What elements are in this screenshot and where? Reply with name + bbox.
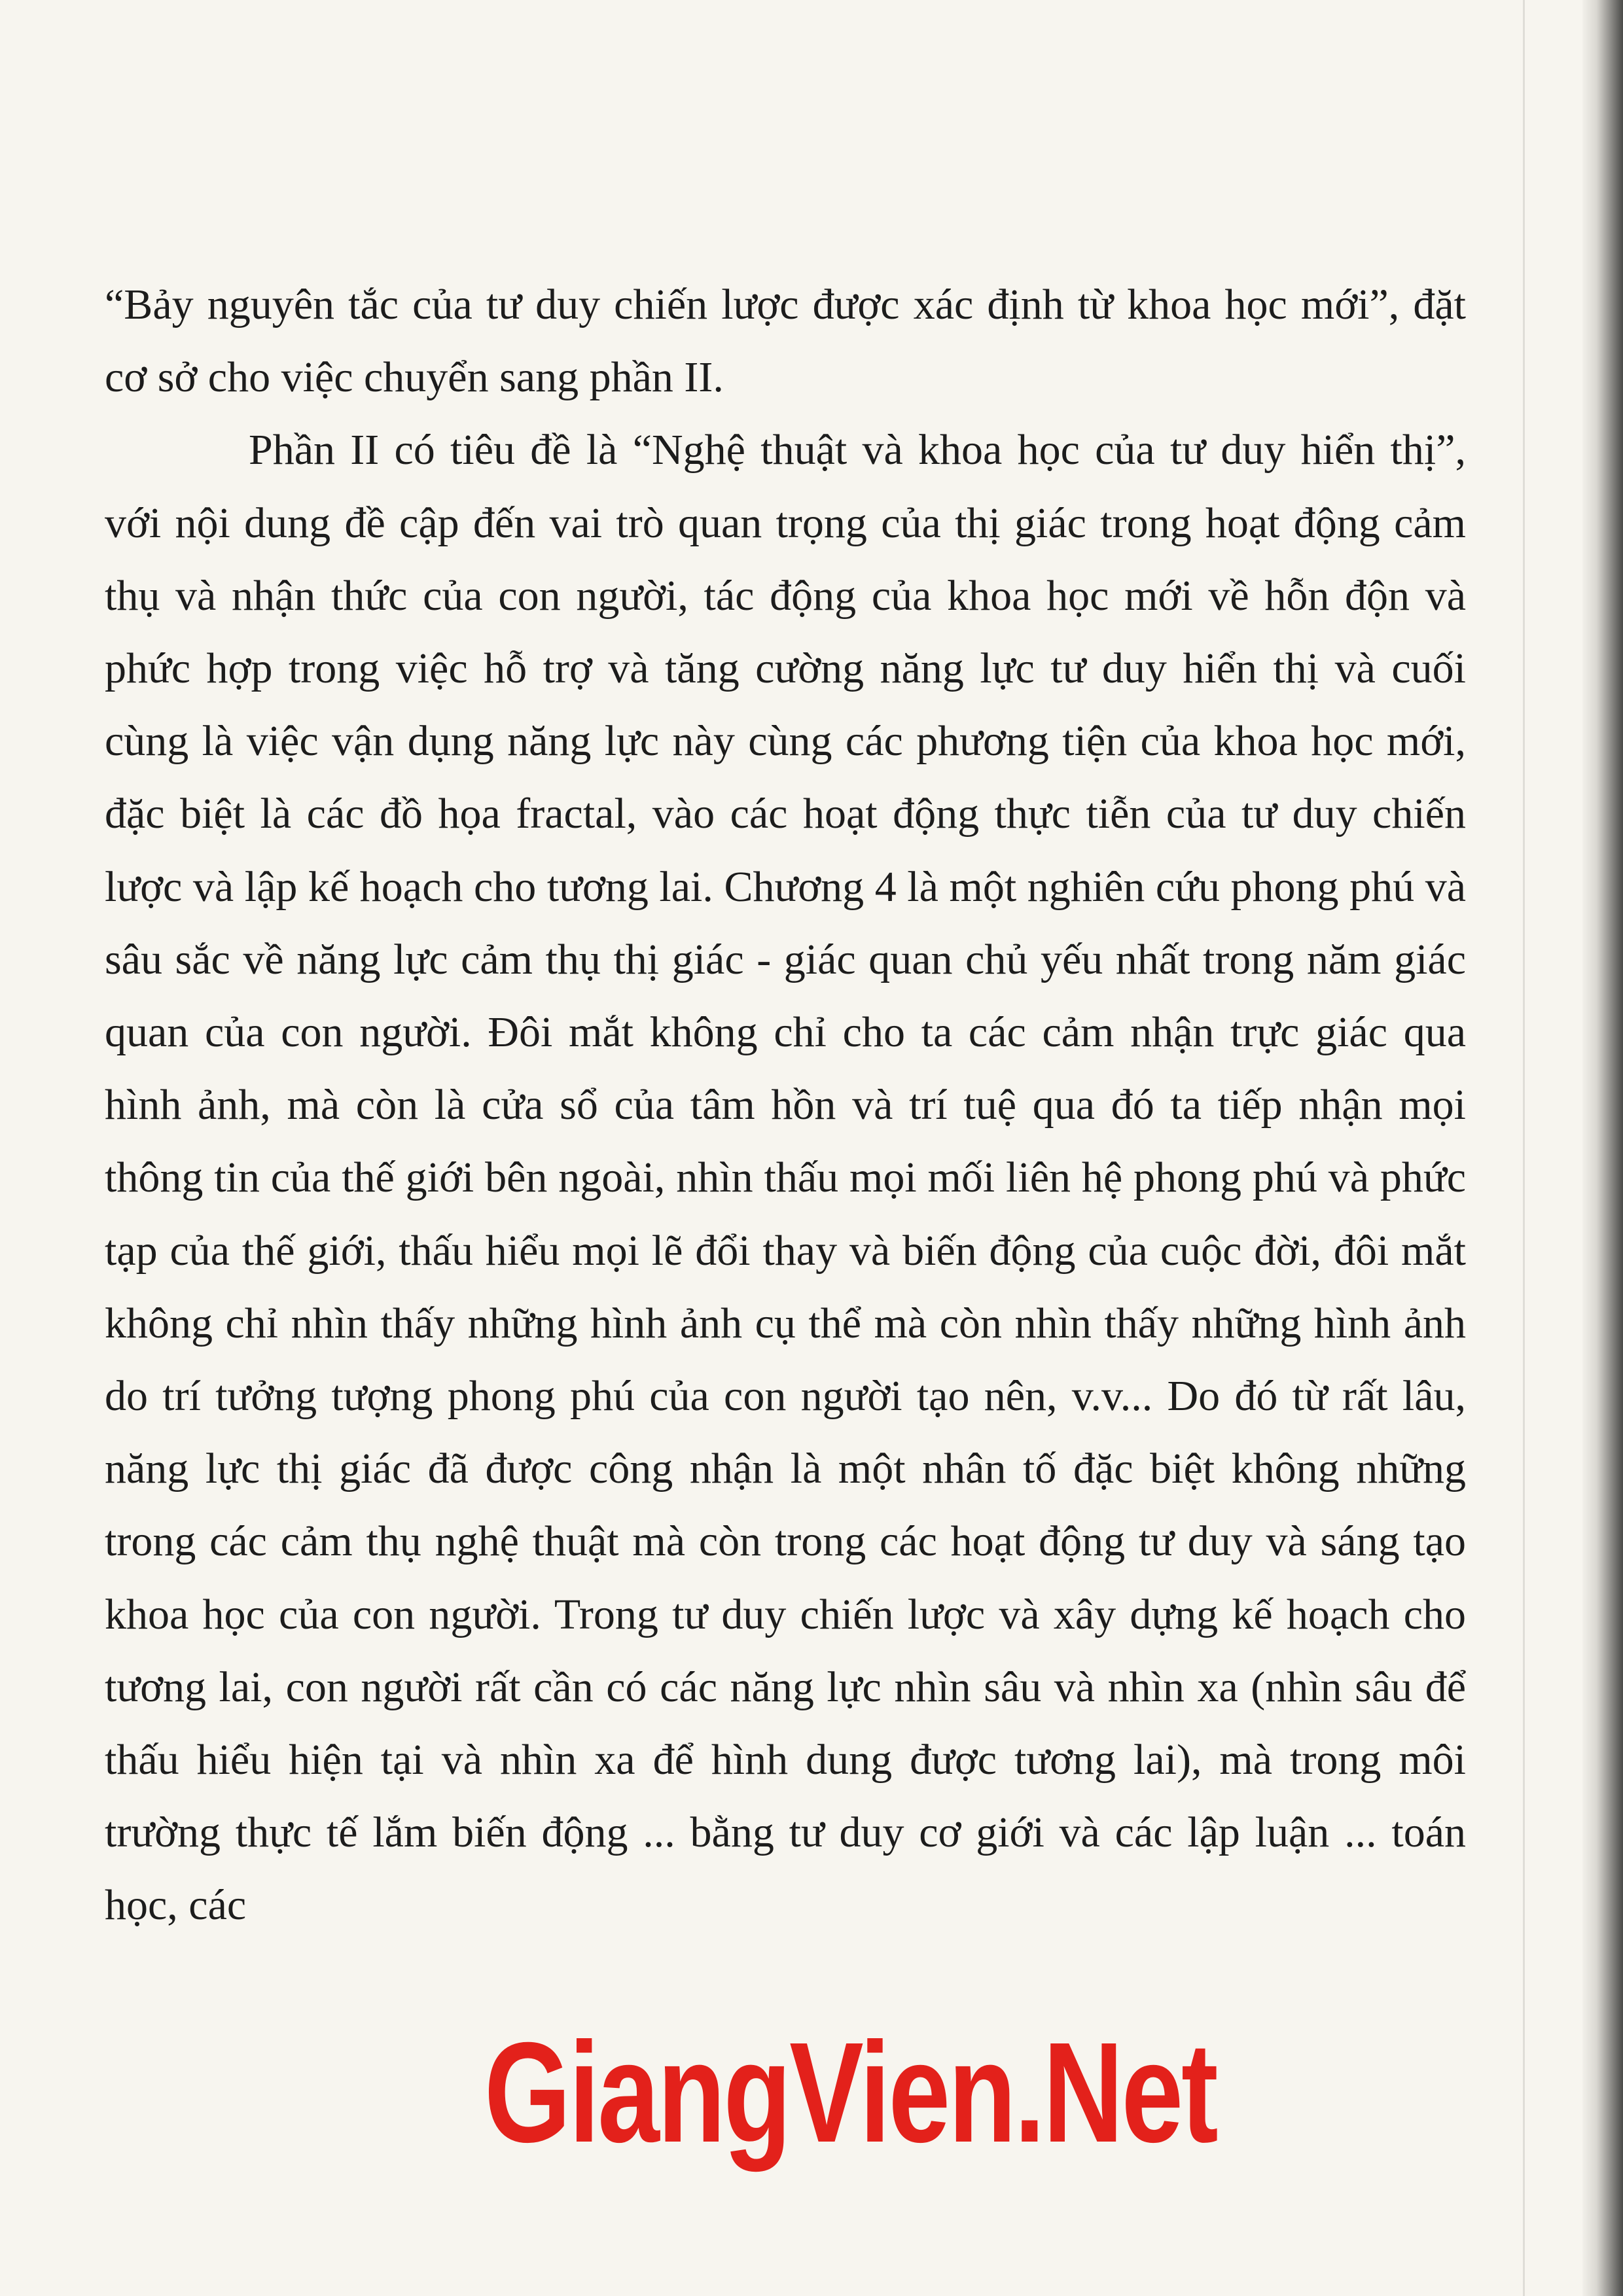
body-text [105,268,1466,1942]
paragraph-2: Phần II có tiêu đề là “Nghệ thuật và khoa học của tư duy hiển thị”, với nội dung đề cập đến vai trò quan trọng của thị giác trong hoạt động cảm thụ và nhận thức của con người, tác động của khoa học mới về hỗn độn và phức hợp trong việc hỗ trợ và tăng cường năng lực tư duy hiển thị và cuối cùng là việc vận dụng năng lực này cùng các phương tiện của khoa học mới, đặc biệt là các đồ họa fractal, vào các hoạt động thực tiễn của tư duy chiến lược và lập kế hoạch cho tương lai. Chương 4 là một nghiên cứu phong phú và sâu sắc về năng lực cảm thụ thị giác - giác quan chủ yếu nhất trong năm giác quan của con người. Đôi mắt không chỉ cho ta các cảm nhận trực giác qua hình ảnh, mà còn là cửa sổ của tâm hồn và trí tuệ qua đó ta tiếp nhận mọi thông tin của thế giới bên ngoài, nhìn thấu mọi mối liên hệ phong phú và phức tạp của thế giới, thấu hiểu mọi lẽ đổi thay và biến động của cuộc đời, đôi mắt không chỉ nhìn thấy những hình ảnh cụ thể mà còn nhìn thấy những hình ảnh do trí tưởng tượng phong phú của con người tạo nên, v.v... Do đó từ rất lâu, năng lực thị giác đã được công nhận là một nhân tố đặc biệt không những trong các cảm thụ nghệ thuật mà còn trong các hoạt động tư duy và sáng tạo khoa học của con người. Trong tư duy chiến lược và xây dựng kế hoạch cho tương lai, con người rất cần có các năng lực nhìn sâu và nhìn xa (nhìn sâu để thấu hiểu hiện tại và nhìn xa để hình dung được tương lai), mà trong môi trường thực tế lắm biến động ... bằng tư duy cơ giới và các lập luận ... toán học, các [105,426,1466,1930]
watermark-logo: GiangVien.Net [484,2013,1217,2172]
paragraph-1: “Bảy nguyên tắc của tư duy chiến lược được xác định từ khoa học mới”, đặt cơ sở cho việc chuyển sang phần II. [105,281,1466,402]
binding-shadow [1582,0,1623,2296]
page-fold-line [1523,0,1525,2296]
